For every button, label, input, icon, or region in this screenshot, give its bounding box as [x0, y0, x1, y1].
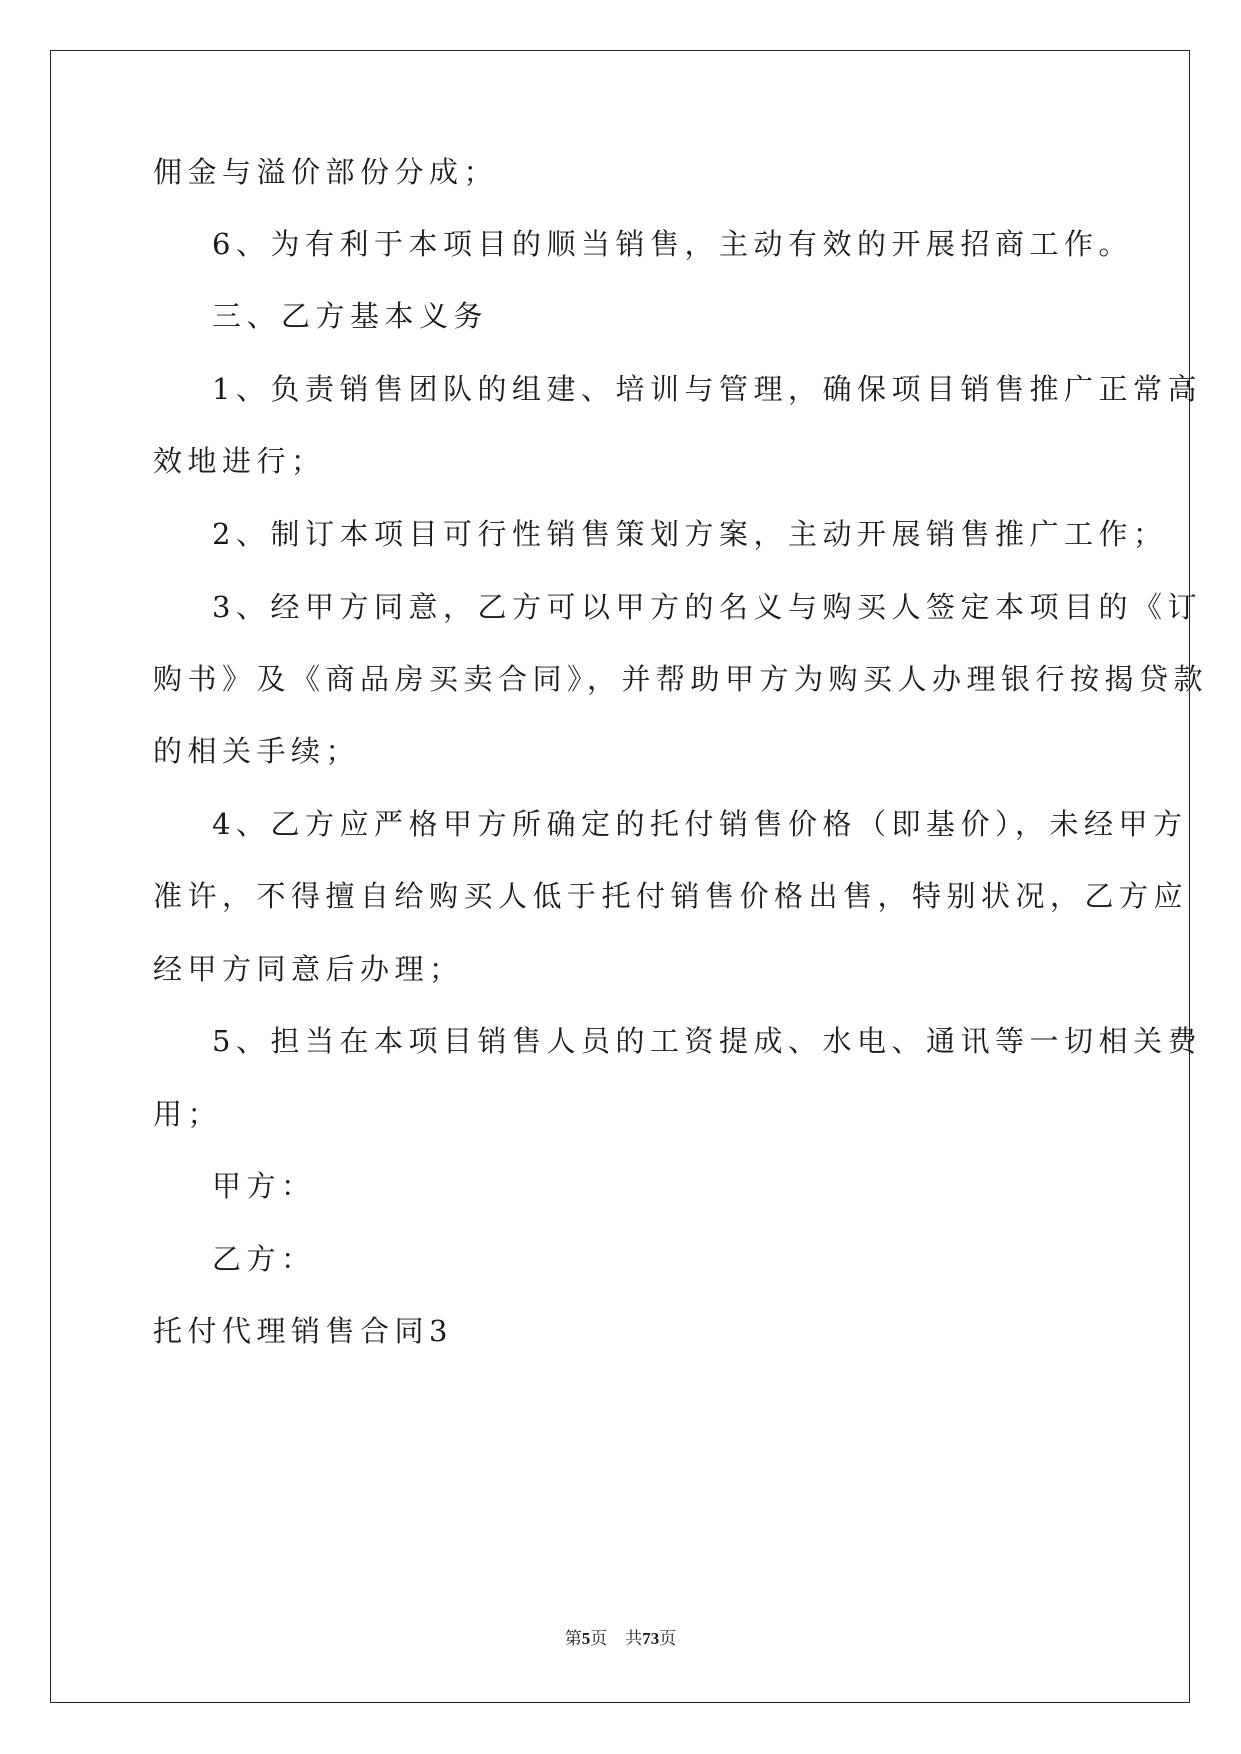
total-page-count: 73: [642, 1629, 660, 1648]
body-line: 佣金与溢价部份分成；: [153, 155, 499, 189]
party-a-label: 甲方：: [212, 1169, 316, 1203]
body-line: 6、为有利于本项目的顺当销售，主动有效的开展招商工作。: [212, 227, 1133, 261]
footer-prefix: 第: [564, 1629, 582, 1648]
body-line: 1、负责销售团队的组建、培训与管理，确保项目销售推广正常高: [212, 372, 1202, 406]
footer-total-suffix: 页: [659, 1629, 677, 1648]
body-line: 2、制订本项目可行性销售策划方案，主动开展销售推广工作；: [212, 517, 1168, 551]
body-line: 用；: [153, 1097, 223, 1131]
page-footer: [0, 1624, 1241, 1649]
contract-title: 托付代理销售合同3: [153, 1314, 453, 1348]
body-line: 5、担当在本项目销售人员的工资提成、水电、通讯等一切相关费: [212, 1024, 1202, 1058]
body-line: 效地进行；: [153, 444, 326, 478]
body-line: 4、乙方应严格甲方所确定的托付销售价格（即基价），未经甲方: [212, 807, 1188, 841]
current-page-number: 5: [581, 1629, 591, 1648]
body-line: 3、经甲方同意，乙方可以甲方的名义与购买人签定本项目的《订: [212, 590, 1202, 624]
footer-page-suffix: 页: [590, 1629, 608, 1648]
footer-total-prefix: 共: [625, 1629, 643, 1648]
body-line: 的相关手续；: [153, 734, 361, 768]
body-line: 准许，不得擅自给购买人低于托付销售价格出售，特别状况，乙方应: [153, 879, 1189, 913]
party-b-label: 乙方：: [212, 1242, 316, 1276]
body-line: 购书》及《商品房买卖合同》，并帮助甲方为购买人办理银行按揭贷款: [153, 662, 1209, 696]
body-line: 经甲方同意后办理；: [153, 952, 464, 986]
section-heading: 三、乙方基本义务: [212, 299, 489, 333]
